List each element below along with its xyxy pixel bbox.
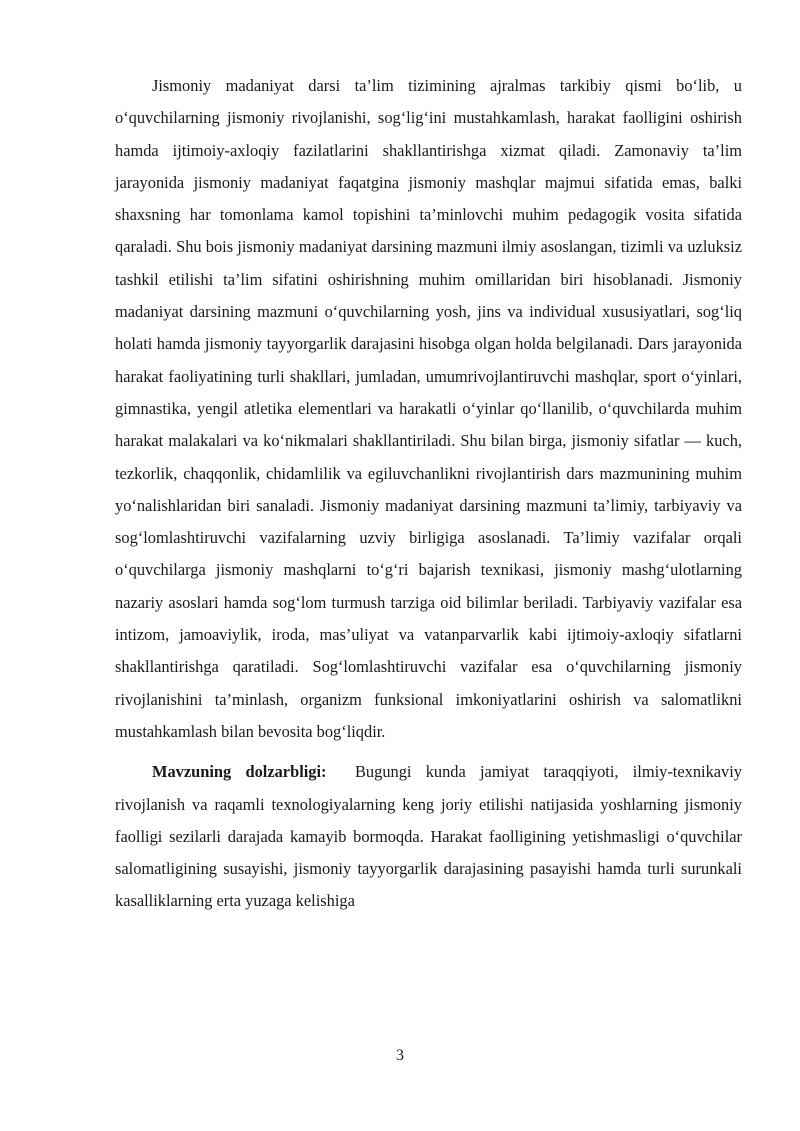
- body-paragraph-intro: [115, 70, 742, 748]
- page-number: 3: [396, 1047, 404, 1064]
- document-page: [115, 70, 742, 918]
- paragraph-text: Jismoniy madaniyat darsi ta’lim tizimining ajralmas tarkibiy qismi bo‘lib, u o‘quvchilarning jismoniy rivojlanishi, sog‘lig‘ini mustahkamlash, harakat faolligini oshirish hamda ijtimoiy-axloqiy fazilatlarini shakllantirishga xizmat qiladi. Zamonaviy ta’lim jarayonida jismoniy madaniyat faqatgina jismoniy mashqlar majmui sifatida emas, balki shaxsning har tomonlama kamol topishini ta’minlovchi muhim pedagogik vosita sifatida qaraladi. Shu bois jismoniy madaniyat darsining mazmuni ilmiy asoslangan, tizimli va uzluksiz tashkil etilishi ta’lim sifatini oshirishning muhim omillaridan biri hisoblanadi. Jismoniy madaniyat darsining mazmuni o‘quvchilarning yosh, jins va individual xususiyatlari, sog‘liq holati hamda jismoniy tayyorgarlik darajasini hisobga olgan holda belgilanadi. Dars jarayonida harakat faoliyatining turli shakllari, jumladan, umumrivojlantiruvchi mashqlar, sport o‘yinlari, gimnastika, yengil atletika elementlari va harakatli o‘yinlar qo‘llanilib, o‘quvchilarda muhim harakat malakalari va ko‘nikmalari shakllantiriladi. Shu bilan birga, jismoniy sifatlar — kuch, tezkorlik, chaqqonlik, chidamlilik va egiluvchanlikni rivojlantirish dars mazmunining muhim yo‘nalishlaridan biri sanaladi. Jismoniy madaniyat darsining mazmuni ta’limiy, tarbiyaviy va sog‘lomlashtiruvchi vazifalarning uzviy birligiga asoslanadi. Ta’limiy vazifalar orqali o‘quvchilarga jismoniy mashqlarni to‘g‘ri bajarish texnikasi, jismoniy mashg‘ulotlarning nazariy asoslari hamda sog‘lom turmush tarziga oid bilimlar beriladi. Tarbiyaviy vazifalar esa intizom, jamoaviylik, iroda, mas’uliyat va vatanparvarlik kabi ijtimoiy-axloqiy sifatlarni shakllantirishga qaratiladi. Sog‘lomlashtiruvchi vazifalar esa o‘quvchilarning jismoniy rivojlanishini ta’minlash, organizm funksional imkoniyatlarini oshirish va salomatlikni mustahkamlash bilan bevosita bog‘liqdir.: [115, 76, 742, 741]
- paragraph-text: Bugungi kunda jamiyat taraqqiyoti, ilmiy-texnikaviy rivojlanish va raqamli texnologiyalarning keng joriy etilishi natijasida yoshlarning jismoniy faolligi sezilarli darajada kamayib bormoqda. Harakat faolligining yetishmasligi o‘quvchilar salomatligining susayishi, jismoniy tayyorgarlik darajasining pasayishi hamda turli surunkali kasalliklarning erta yuzaga kelishiga: [115, 762, 742, 911]
- paragraph-lead-heading: Mavzuning dolzarbligi:: [152, 762, 327, 782]
- body-paragraph-relevance: [115, 756, 742, 917]
